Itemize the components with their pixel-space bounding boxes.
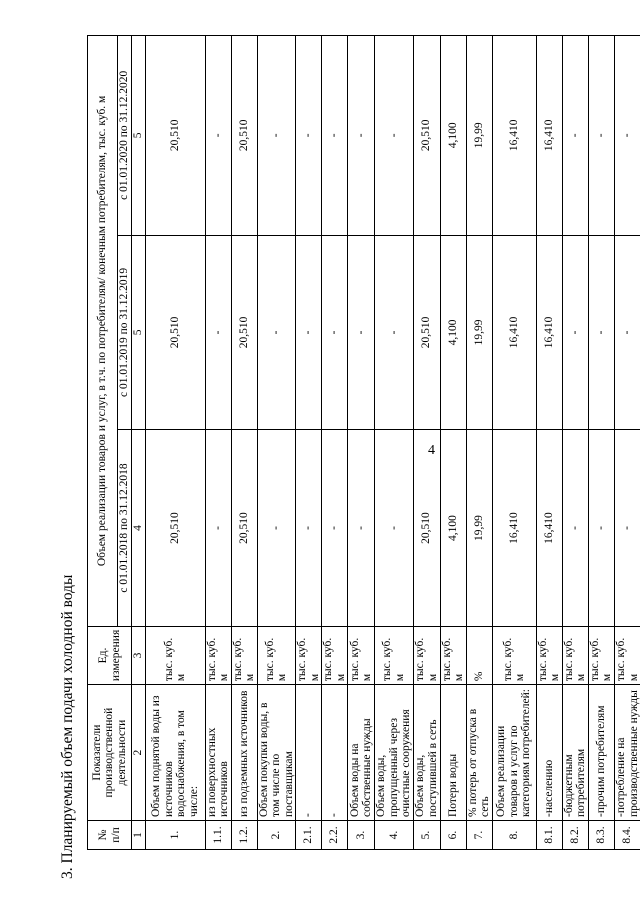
row-value-2018: - (375, 430, 414, 627)
row-value-2020: - (205, 36, 231, 236)
row-value-2018: - (205, 430, 231, 627)
row-value-2019: - (562, 235, 588, 430)
row-unit: тыс. куб. м (536, 626, 562, 684)
row-value-2019: - (375, 235, 414, 430)
table-row (536, 36, 562, 850)
row-value-2019: 20,510 (145, 235, 205, 430)
row-indicator: Объем воды на собственные нужды (348, 685, 375, 821)
table-row (231, 36, 257, 850)
row-value-2020: 16,410 (492, 36, 536, 236)
rotated-sheet (59, 35, 640, 885)
row-number: 2. (257, 821, 296, 850)
row-value-2019: 20,510 (231, 235, 257, 430)
header-indicator: Показатели производственной деятельности (88, 685, 132, 821)
row-unit: тыс. куб. м (562, 626, 588, 684)
row-value-2019: 20,510 (413, 235, 440, 430)
table-row (440, 36, 466, 850)
row-unit: тыс. куб. м (440, 626, 466, 684)
row-unit: тыс. куб. м (348, 626, 375, 684)
row-indicator: Потери воды (440, 685, 466, 821)
row-value-2018: - (296, 430, 322, 627)
row-indicator: - (322, 685, 348, 821)
row-number: 7. (466, 821, 492, 850)
row-number: 8.1. (536, 821, 562, 850)
row-indicator: % потерь от отпуска в сеть (466, 685, 492, 821)
row-number: 6. (440, 821, 466, 850)
row-unit: тыс. куб. м (231, 626, 257, 684)
row-number: 5. (413, 821, 440, 850)
row-unit: тыс. куб. м (375, 626, 414, 684)
row-value-2020: - (588, 36, 614, 236)
row-value-2018: - (322, 430, 348, 627)
row-value-2018: 20,510 (231, 430, 257, 627)
table-row (492, 36, 536, 850)
row-value-2018: 20,510 (413, 430, 440, 627)
row-indicator: -прочим потребителям (588, 685, 614, 821)
row-indicator: Объем воды, поступившей в сеть (413, 685, 440, 821)
col-number: 1 (132, 821, 146, 850)
row-value-2020: - (614, 36, 640, 236)
header-period-2018: с 01.01.2018 по 31.12.2018 (118, 430, 132, 627)
row-indicator: -населению (536, 685, 562, 821)
row-value-2019: - (205, 235, 231, 430)
row-unit: тыс. куб. м (322, 626, 348, 684)
row-unit: тыс. куб. м (205, 626, 231, 684)
table-row (588, 36, 614, 850)
row-number: 3. (348, 821, 375, 850)
table-row (257, 36, 296, 850)
header-num: № п/п (88, 821, 132, 850)
header-unit: Ед. измерения (88, 626, 132, 684)
row-value-2019: - (296, 235, 322, 430)
row-unit: тыс. куб. м (492, 626, 536, 684)
row-value-2018: - (348, 430, 375, 627)
row-value-2019: 4,100 (440, 235, 466, 430)
table-row (466, 36, 492, 850)
table-row (562, 36, 588, 850)
header-group: Объем реализации товаров и услуг, в т.ч. по потребителям/ конечным потребителям, тыс. куб. м (88, 36, 118, 627)
row-value-2018: - (257, 430, 296, 627)
header-period-2020: с 01.01.2020 по 31.12.2020 (118, 36, 132, 236)
row-number: 2.1. (296, 821, 322, 850)
row-value-2019: - (588, 235, 614, 430)
table-body (145, 36, 640, 850)
row-unit: тыс. куб. м (145, 626, 205, 684)
row-value-2020: - (348, 36, 375, 236)
row-value-2020: 20,510 (145, 36, 205, 236)
row-number: 2.2. (322, 821, 348, 850)
row-unit: тыс. куб. м (257, 626, 296, 684)
row-value-2020: 16,410 (536, 36, 562, 236)
row-indicator: Объем реализации товаров и услуг по категориям потребителей: (492, 685, 536, 821)
row-value-2018: - (588, 430, 614, 627)
table-row (296, 36, 322, 850)
row-number: 8.4. (614, 821, 640, 850)
row-number: 8.2. (562, 821, 588, 850)
row-indicator: -бюджетным потребителям (562, 685, 588, 821)
row-value-2020: 19,99 (466, 36, 492, 236)
table-row (375, 36, 414, 850)
row-unit: тыс. куб. м (296, 626, 322, 684)
table-row (614, 36, 640, 850)
table-row (348, 36, 375, 850)
row-number: 8.3. (588, 821, 614, 850)
row-indicator: из подземных источников (231, 685, 257, 821)
page-number: 4 (428, 443, 435, 458)
water-supply-table (87, 35, 640, 850)
row-value-2020: - (296, 36, 322, 236)
row-number: 1.2. (231, 821, 257, 850)
row-value-2019: 19,99 (466, 235, 492, 430)
row-indicator: - (296, 685, 322, 821)
col-number: 3 (132, 626, 146, 684)
row-unit: % (466, 626, 492, 684)
document-title: 3. Планируемый объем подачи холодной воды (59, 574, 76, 879)
row-value-2019: - (322, 235, 348, 430)
row-indicator: Объем покупки воды, в том числе по поставщикам (257, 685, 296, 821)
row-indicator: из поверхностных источников (205, 685, 231, 821)
row-indicator: Объем поднятой воды из источников водоснабжения, в том числе: (145, 685, 205, 821)
row-value-2020: - (375, 36, 414, 236)
row-unit: тыс. куб. м (413, 626, 440, 684)
row-number: 1.1. (205, 821, 231, 850)
row-number: 1. (145, 821, 205, 850)
row-value-2020: - (562, 36, 588, 236)
row-indicator: -потребление на производственные нужды (614, 685, 640, 821)
table-row (205, 36, 231, 850)
row-value-2020: 4,100 (440, 36, 466, 236)
row-value-2018: 19,99 (466, 430, 492, 627)
row-value-2019: - (257, 235, 296, 430)
row-value-2019: - (614, 235, 640, 430)
header-period-2019: с 01.01.2019 по 31.12.2019 (118, 235, 132, 430)
row-value-2018: 16,410 (536, 430, 562, 627)
row-value-2020: - (322, 36, 348, 236)
col-number: 2 (132, 685, 146, 821)
row-value-2018: 20,510 (145, 430, 205, 627)
row-unit: тыс. куб. м (614, 626, 640, 684)
row-value-2020: 20,510 (413, 36, 440, 236)
table-row (322, 36, 348, 850)
col-number: 5 (132, 36, 146, 236)
row-value-2020: 20,510 (231, 36, 257, 236)
row-number: 8. (492, 821, 536, 850)
row-value-2018: - (562, 430, 588, 627)
row-value-2020: - (257, 36, 296, 236)
table-row (413, 36, 440, 850)
col-number: 5 (132, 235, 146, 430)
row-value-2019: - (348, 235, 375, 430)
table-row (145, 36, 205, 850)
row-number: 4. (375, 821, 414, 850)
row-value-2018: - (614, 430, 640, 627)
row-value-2019: 16,410 (492, 235, 536, 430)
col-number: 4 (132, 430, 146, 627)
row-unit: тыс. куб. м (588, 626, 614, 684)
row-value-2018: 16,410 (492, 430, 536, 627)
row-indicator: Объем воды, пропущенный через очистные сооружения (375, 685, 414, 821)
row-value-2019: 16,410 (536, 235, 562, 430)
row-value-2018: 4,100 (440, 430, 466, 627)
